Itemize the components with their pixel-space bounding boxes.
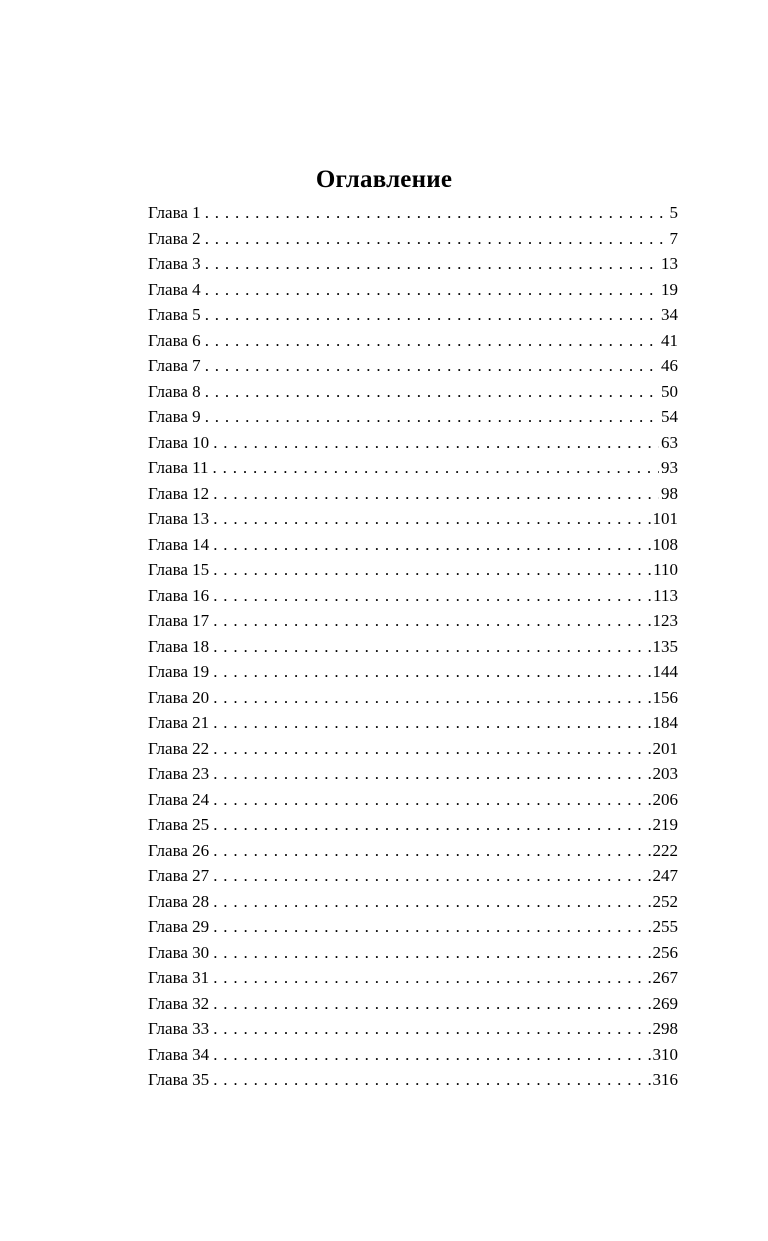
chapter-label: Глава 7 xyxy=(148,356,201,375)
dot-leader xyxy=(213,430,659,456)
dot-leader xyxy=(213,1067,650,1093)
page-number: 201 xyxy=(652,738,678,758)
dot-leader xyxy=(213,1042,650,1068)
chapter-label: Глава 1 xyxy=(148,203,201,222)
page-number: 110 xyxy=(653,560,678,579)
page-number: 310 xyxy=(652,1044,678,1064)
dot-leader xyxy=(205,226,668,252)
chapter-label: Глава 19 xyxy=(148,662,210,681)
toc-entry[interactable] xyxy=(148,965,678,991)
toc-entry[interactable] xyxy=(148,991,678,1017)
dot-leader xyxy=(213,1016,650,1042)
chapter-label: Глава 15 xyxy=(148,560,210,579)
chapter-label: Глава 14 xyxy=(148,534,210,554)
page-number: 267 xyxy=(652,968,678,987)
page-number: 298 xyxy=(652,1019,678,1038)
dot-leader xyxy=(205,251,659,277)
toc-entry[interactable] xyxy=(148,685,678,711)
chapter-label: Глава 8 xyxy=(148,381,201,401)
page-number: 5 xyxy=(669,203,678,222)
page-number: 34 xyxy=(661,305,678,324)
chapter-label: Глава 20 xyxy=(148,687,210,707)
dot-leader xyxy=(205,404,659,430)
page-number: 98 xyxy=(661,483,678,503)
dot-leader xyxy=(205,200,668,226)
dot-leader xyxy=(213,659,650,685)
toc-entry[interactable] xyxy=(148,863,678,889)
toc-entry[interactable] xyxy=(148,710,678,736)
chapter-label: Глава 34 xyxy=(148,1044,210,1064)
toc-entry[interactable] xyxy=(148,659,678,685)
chapter-label: Глава 21 xyxy=(148,713,210,732)
dot-leader xyxy=(213,863,650,889)
dot-leader xyxy=(213,838,650,864)
dot-leader xyxy=(213,455,659,481)
toc-entry[interactable] xyxy=(148,583,678,609)
toc-entry[interactable] xyxy=(148,226,678,252)
dot-leader xyxy=(213,761,650,787)
page-number: 256 xyxy=(652,942,678,962)
toc-entry[interactable] xyxy=(148,455,678,481)
page-number: 7 xyxy=(669,228,678,248)
page-number: 123 xyxy=(652,611,678,630)
chapter-label: Глава 3 xyxy=(148,254,201,273)
chapter-label: Глава 25 xyxy=(148,815,210,834)
page-title: Оглавление xyxy=(315,165,453,193)
dot-leader xyxy=(213,991,650,1017)
page-number: 19 xyxy=(661,279,678,299)
dot-leader xyxy=(213,557,651,583)
chapter-label: Глава 22 xyxy=(148,738,210,758)
page-number: 63 xyxy=(661,432,678,452)
toc-entry[interactable] xyxy=(148,1016,678,1042)
chapter-label: Глава 26 xyxy=(148,840,210,860)
toc-entry[interactable] xyxy=(148,251,678,277)
table-of-contents xyxy=(148,200,678,1093)
dot-leader xyxy=(213,940,650,966)
chapter-label: Глава 9 xyxy=(148,407,201,426)
toc-entry[interactable] xyxy=(148,812,678,838)
page-number: 46 xyxy=(661,356,678,375)
toc-entry[interactable] xyxy=(148,353,678,379)
page-number: 255 xyxy=(652,917,678,936)
toc-entry[interactable] xyxy=(148,200,678,226)
chapter-label: Глава 28 xyxy=(148,891,210,911)
page-number: 184 xyxy=(652,713,678,732)
page-number: 93 xyxy=(661,458,678,477)
toc-entry[interactable] xyxy=(148,481,678,507)
toc-entry[interactable] xyxy=(148,1067,678,1093)
toc-entry[interactable] xyxy=(148,889,678,915)
toc-entry[interactable] xyxy=(148,736,678,762)
toc-entry[interactable] xyxy=(148,506,678,532)
chapter-label: Глава 33 xyxy=(148,1019,210,1038)
chapter-label: Глава 13 xyxy=(148,509,210,528)
chapter-label: Глава 23 xyxy=(148,764,210,783)
dot-leader xyxy=(213,532,650,558)
dot-leader xyxy=(205,353,659,379)
dot-leader xyxy=(213,506,650,532)
chapter-label: Глава 30 xyxy=(148,942,210,962)
toc-entry[interactable] xyxy=(148,430,678,456)
dot-leader xyxy=(213,787,650,813)
chapter-label: Глава 32 xyxy=(148,993,210,1013)
chapter-label: Глава 31 xyxy=(148,968,210,987)
toc-entry[interactable] xyxy=(148,277,678,303)
dot-leader xyxy=(205,302,659,328)
chapter-label: Глава 27 xyxy=(148,866,210,885)
page-number: 101 xyxy=(652,509,678,528)
toc-entry[interactable] xyxy=(148,787,678,813)
chapter-label: Глава 35 xyxy=(148,1070,210,1089)
dot-leader xyxy=(213,634,650,660)
chapter-label: Глава 29 xyxy=(148,917,210,936)
toc-entry[interactable] xyxy=(148,608,678,634)
chapter-label: Глава 24 xyxy=(148,789,210,809)
chapter-label: Глава 5 xyxy=(148,305,201,324)
toc-entry[interactable] xyxy=(148,328,678,354)
page-number: 13 xyxy=(661,254,678,273)
chapter-label: Глава 4 xyxy=(148,279,201,299)
dot-leader xyxy=(213,965,650,991)
toc-entry[interactable] xyxy=(148,404,678,430)
chapter-label: Глава 10 xyxy=(148,432,210,452)
page-number: 252 xyxy=(652,891,678,911)
dot-leader xyxy=(213,914,650,940)
page-number: 247 xyxy=(652,866,678,885)
page-number: 135 xyxy=(652,636,678,656)
page-number: 50 xyxy=(661,381,678,401)
page-number: 222 xyxy=(652,840,678,860)
dot-leader xyxy=(205,328,659,354)
dot-leader xyxy=(213,685,650,711)
toc-entry[interactable] xyxy=(148,302,678,328)
chapter-label: Глава 6 xyxy=(148,330,201,350)
page-number: 113 xyxy=(653,585,678,605)
dot-leader xyxy=(213,736,650,762)
chapter-label: Глава 12 xyxy=(148,483,210,503)
chapter-label: Глава 17 xyxy=(148,611,210,630)
chapter-label: Глава 2 xyxy=(148,228,201,248)
chapter-label: Глава 18 xyxy=(148,636,210,656)
toc-entry[interactable] xyxy=(148,532,678,558)
toc-entry[interactable] xyxy=(148,1042,678,1068)
page-number: 203 xyxy=(652,764,678,783)
dot-leader xyxy=(213,889,650,915)
dot-leader xyxy=(213,608,650,634)
toc-entry[interactable] xyxy=(148,557,678,583)
page-number: 108 xyxy=(652,534,678,554)
toc-entry[interactable] xyxy=(148,379,678,405)
page-number: 219 xyxy=(652,815,678,834)
toc-entry[interactable] xyxy=(148,940,678,966)
page-number: 269 xyxy=(652,993,678,1013)
page-number: 206 xyxy=(652,789,678,809)
dot-leader xyxy=(213,710,650,736)
page-number: 54 xyxy=(661,407,678,426)
toc-entry[interactable] xyxy=(148,914,678,940)
page-number: 144 xyxy=(652,662,678,681)
page-number: 316 xyxy=(652,1070,678,1089)
page-number: 156 xyxy=(652,687,678,707)
dot-leader xyxy=(213,583,651,609)
dot-leader xyxy=(213,812,650,838)
toc-entry[interactable] xyxy=(148,761,678,787)
toc-entry[interactable] xyxy=(148,838,678,864)
dot-leader xyxy=(205,277,659,303)
dot-leader xyxy=(205,379,659,405)
toc-entry[interactable] xyxy=(148,634,678,660)
chapter-label: Глава 16 xyxy=(148,585,210,605)
page-number: 41 xyxy=(661,330,678,350)
chapter-label: Глава 11 xyxy=(148,458,209,477)
dot-leader xyxy=(213,481,659,507)
